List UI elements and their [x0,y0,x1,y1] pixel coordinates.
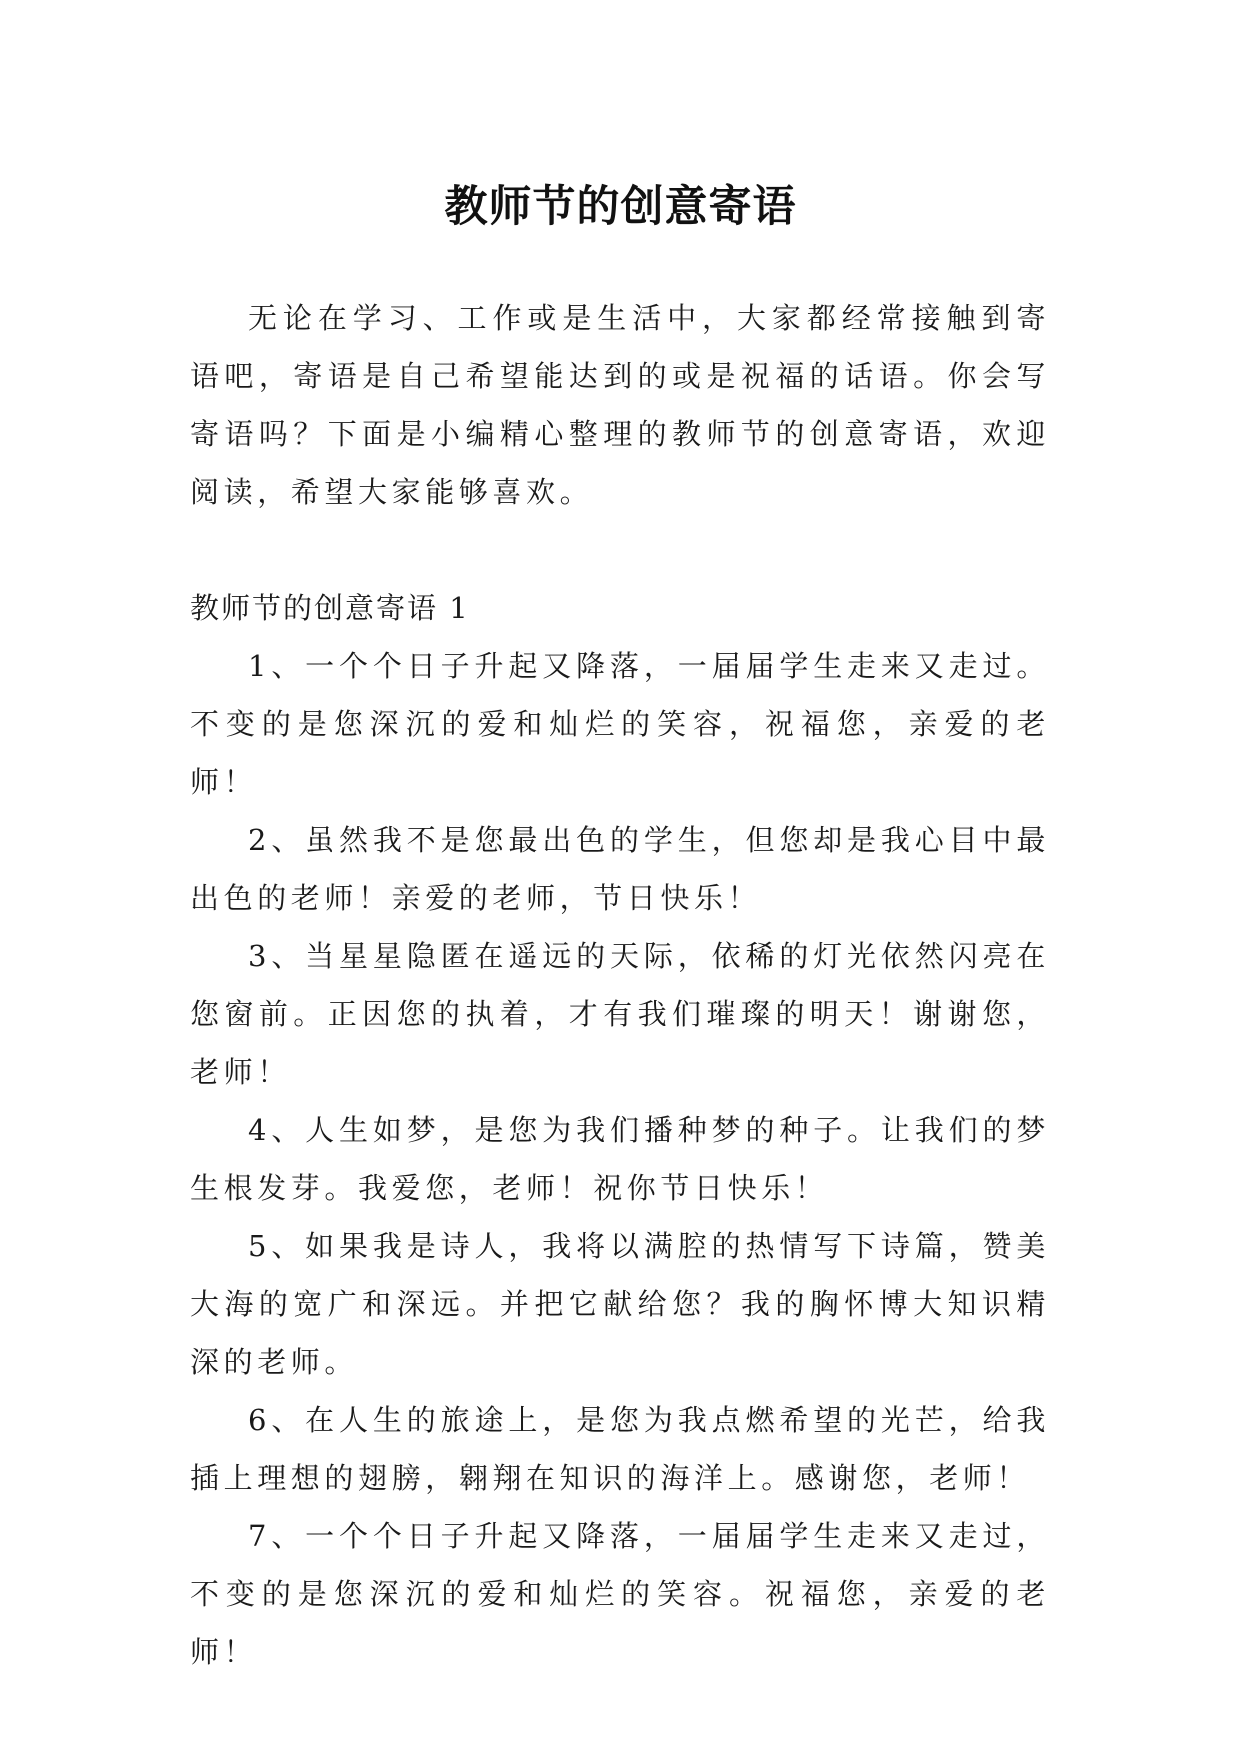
list-item: 2、虽然我不是您最出色的学生，但您却是我心目中最出色的老师！亲爱的老师，节日快乐！ [190,823,1050,915]
list-item: 6、在人生的旅途上，是您为我点燃希望的光芒，给我插上理想的翅膀，翱翔在知识的海洋上。感谢您，老师！ [190,1403,1050,1495]
list-item: 4、人生如梦，是您为我们播种梦的种子。让我们的梦生根发芽。我爱您，老师！祝你节日快乐！ [190,1113,1050,1205]
list-item: 1、一个个日子升起又降落，一届届学生走来又走过。不变的是您深沉的爱和灿烂的笑容，祝福您，亲爱的老师！ [190,649,1050,799]
list-item: 7、一个个日子升起又降落，一届届学生走来又走过，不变的是您深沉的爱和灿烂的笑容。祝福您，亲爱的老师！ [190,1519,1050,1669]
list-item: 3、当星星隐匿在遥远的天际，依稀的灯光依然闪亮在您窗前。正因您的执着，才有我们璀璨的明天！谢谢您，老师！ [190,939,1050,1089]
intro-paragraph: 无论在学习、工作或是生活中，大家都经常接触到寄语吧，寄语是自己希望能达到的或是祝福的话语。你会写寄语吗？下面是小编精心整理的教师节的创意寄语，欢迎阅读，希望大家能够喜欢。 [190,301,1050,509]
section-heading: 教师节的创意寄语 1 [190,591,470,625]
document-body [190,289,1050,1681]
document-title: 教师节的创意寄语 [444,181,797,232]
list-item: 5、如果我是诗人，我将以满腔的热情写下诗篇，赞美大海的宽广和深远。并把它献给您？我的胸怀博大知识精深的老师。 [190,1229,1050,1379]
